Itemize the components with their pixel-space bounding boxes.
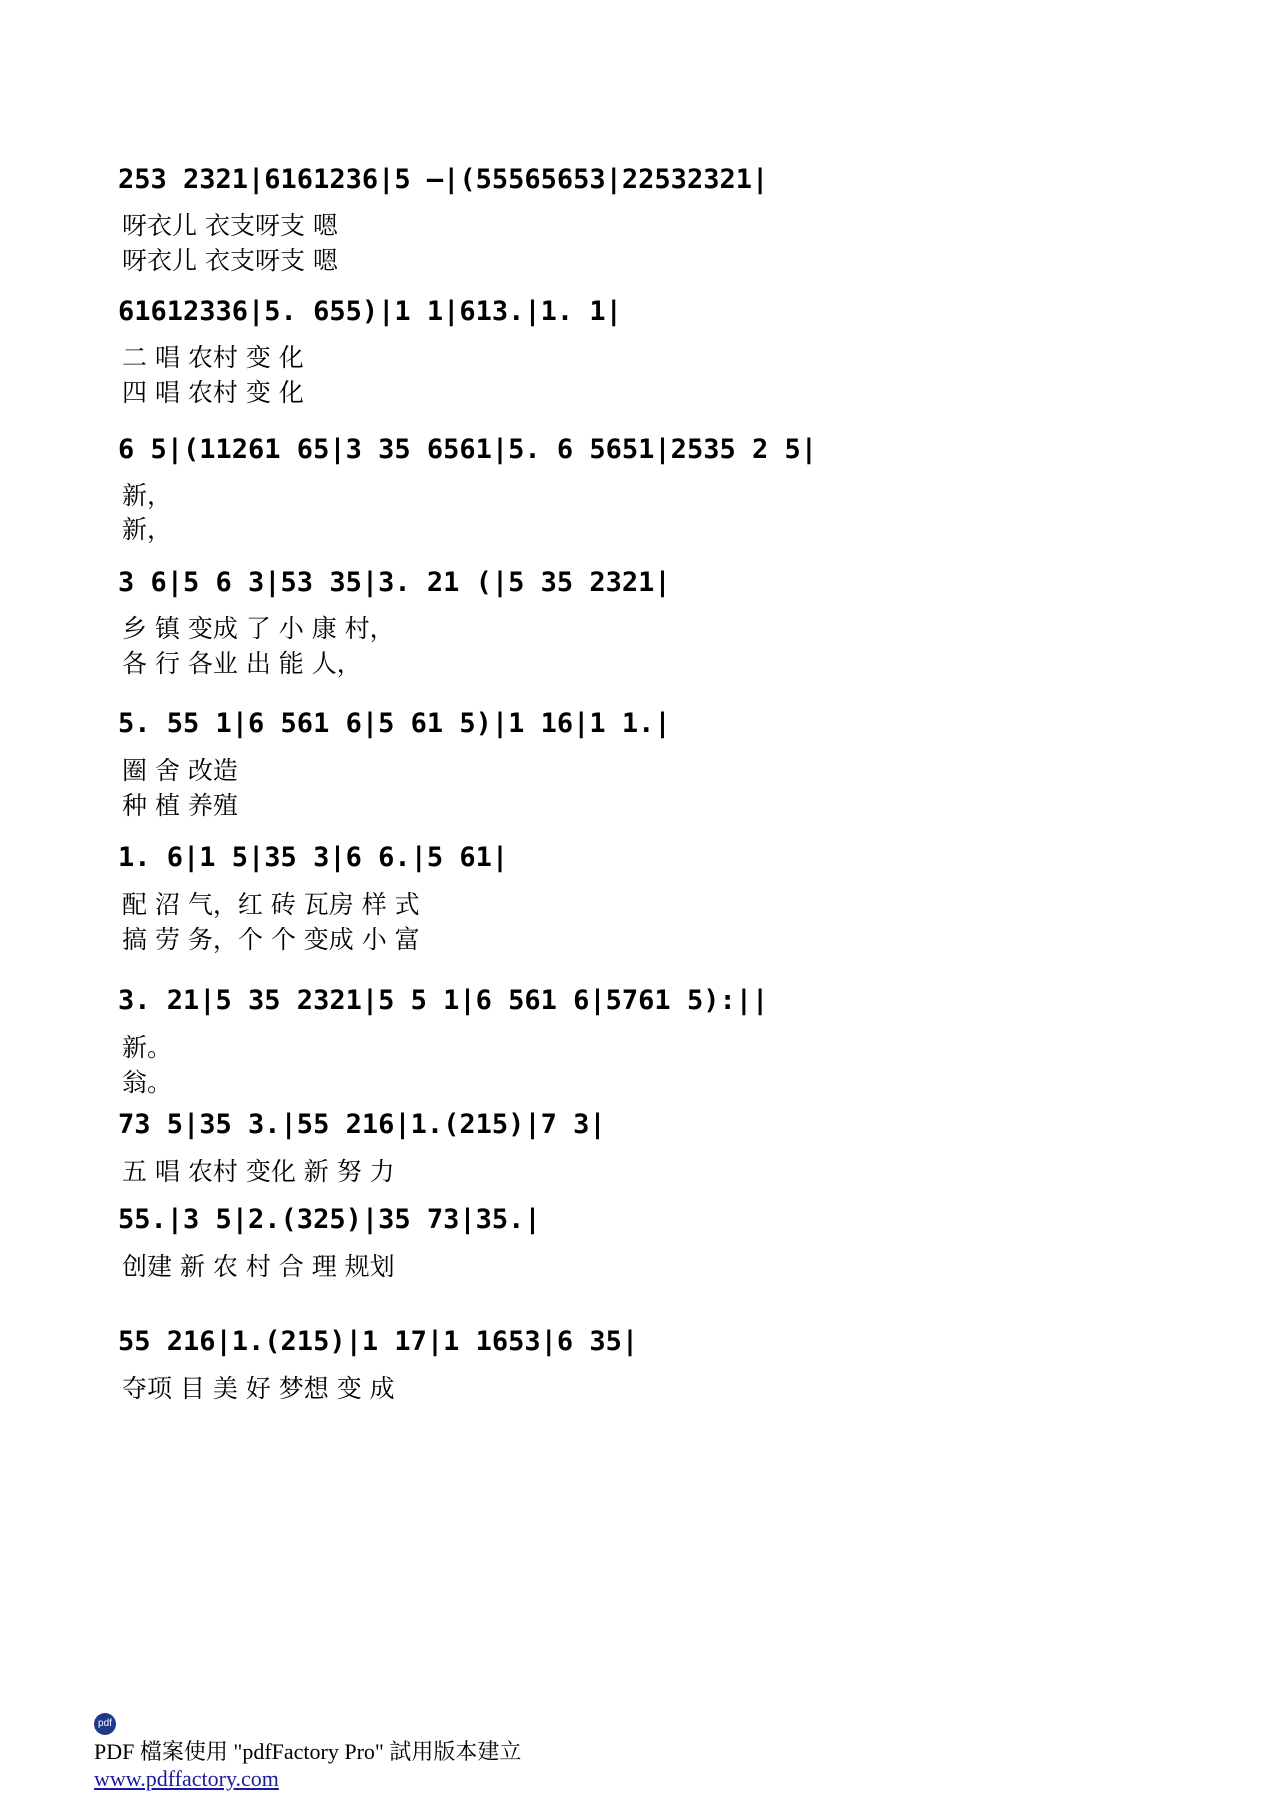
lyric-line: 圈 舍 改造 [122,756,238,785]
notation-row: 253 2321|6161236|5 –|(55565653|22532321| [118,164,769,195]
lyric-line: 新。 [122,1033,173,1062]
lyric-line: 翁。 [122,1068,173,1097]
pdf-logo-icon: pdf [94,1713,116,1735]
notation-row: 1. 6|1 5|35 3|6 6.|5 61| [118,842,509,873]
lyric-line: 新， [122,515,173,544]
lyric-line: 五 唱 农村 变化 新 努 力 [122,1157,395,1186]
notation-row: 3. 21|5 35 2321|5 5 1|6 561 6|5761 5):|| [118,985,769,1016]
notation-row: 3 6|5 6 3|53 35|3. 21 (|5 35 2321| [118,567,671,598]
lyric-line: 搞 劳 务，个 个 变成 小 富 [122,925,420,954]
lyric-line: 呀衣儿 衣支呀支 嗯 [122,211,338,240]
footer-link[interactable]: www.pdffactory.com [94,1766,279,1791]
notation-row: 6 5|(11261 65|3 35 6561|5. 6 5651|2535 2 5| [118,434,817,465]
lyric-line: 种 植 养殖 [122,791,238,820]
lyric-line: 创建 新 农 村 合 理 规划 [122,1252,395,1281]
lyric-line: 二 唱 农村 变 化 [122,343,304,372]
lyric-line: 新， [122,481,173,510]
notation-row: 5. 55 1|6 561 6|5 61 5)|1 16|1 1.| [118,708,671,739]
lyric-line: 四 唱 农村 变 化 [122,378,304,407]
footer-text: PDF 檔案使用 "pdfFactory Pro" 試用版本建立 [94,1739,527,1764]
notation-row: 73 5|35 3.|55 216|1.(215)|7 3| [118,1109,606,1140]
lyric-line: 夺项 目 美 好 梦想 变 成 [122,1374,395,1403]
lyric-line: 乡 镇 变成 了 小 康 村， [122,614,395,643]
notation-row: 55 216|1.(215)|1 17|1 1653|6 35| [118,1326,639,1357]
pdf-footer [72,1683,527,1818]
notation-row: 61612336|5. 655)|1 1|613.|1. 1| [118,296,622,327]
lyric-line: 各 行 各业 出 能 人， [122,649,362,678]
lyric-line: 配 沼 气，红 砖 瓦房 样 式 [122,890,420,919]
notation-row: 55.|3 5|2.(325)|35 73|35.| [118,1204,541,1235]
lyric-line: 呀衣儿 衣支呀支 嗯 [122,246,338,275]
